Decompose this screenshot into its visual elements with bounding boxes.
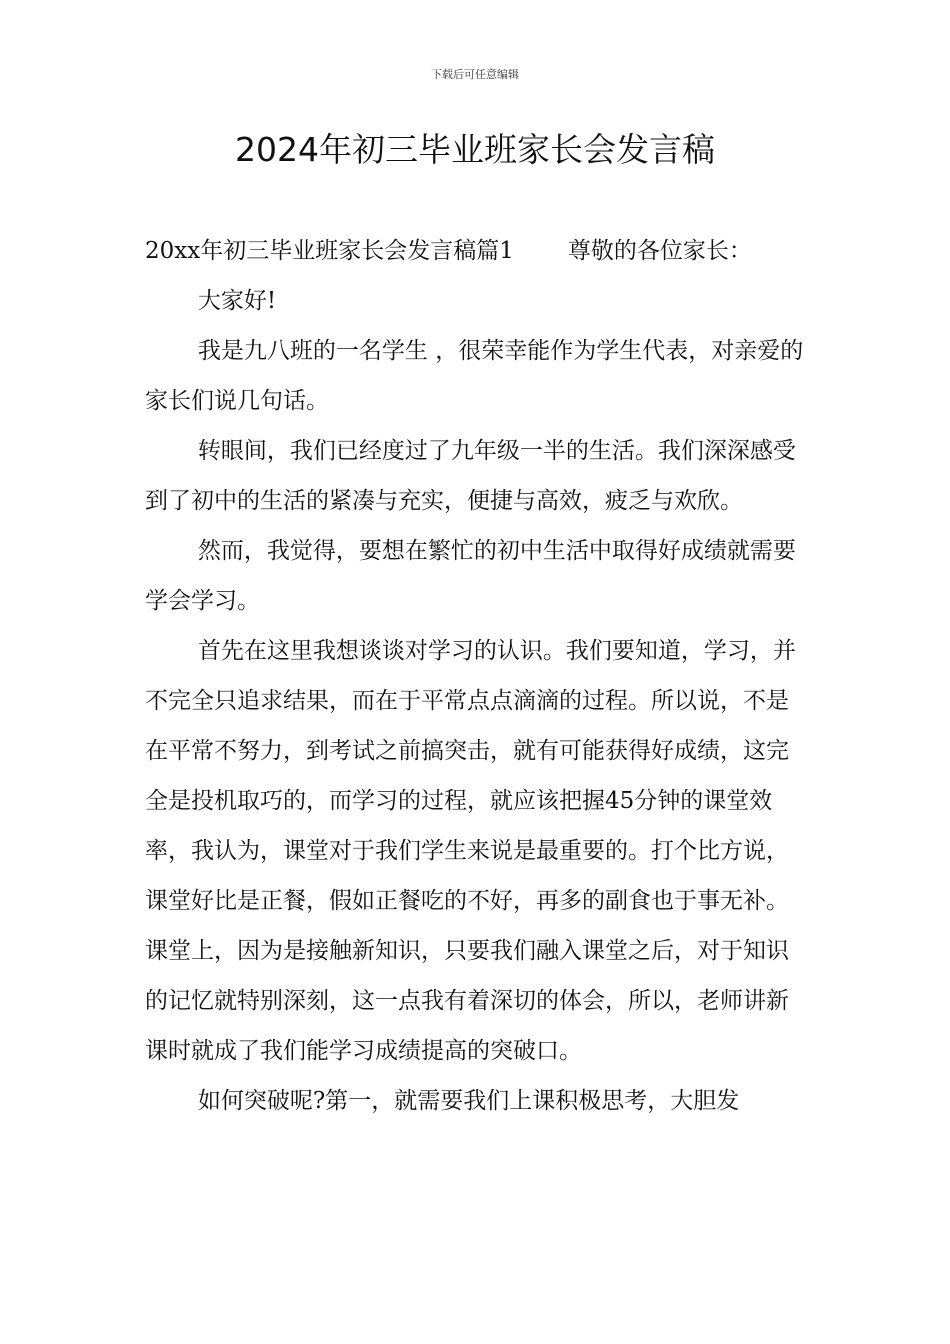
document-body xyxy=(145,226,807,1126)
paragraph-learning-thesis: 然而，我觉得，要想在繁忙的初中生活中取得好成绩就需要学会学习。 xyxy=(145,538,796,614)
document-title: 2024年初三毕业班家长会发言稿 xyxy=(235,130,715,169)
subtitle-line xyxy=(145,226,807,276)
paragraph-introduction: 我是九八班的一名学生 ，很荣幸能作为学生代表，对亲爱的家长们说几句话。 xyxy=(145,338,804,414)
page-header-note: 下载后可任意编辑 xyxy=(431,68,519,81)
paragraph-breakthrough: 如何突破呢?第一，就需要我们上课积极思考，大胆发 xyxy=(197,1088,740,1114)
paragraph-learning-process: 首先在这里我想谈谈对学习的认识。我们要知道，学习，并不完全只追求结果，而在于平常点点滴滴的过程。所以说，不是在平常不努力，到考试之前搞突击，就有可能获得好成绩，这完全是投机取巧的，而学习的过程，就应该把握45分钟的课堂效率，我认为，课堂对于我们学生来说是最重要的。打个比方说，课堂好比是正餐，假如正餐吃的不好，再多的副食也于事无补。课堂上，因为是接触新知识，只要我们融入课堂之后，对于知识的记忆就特别深刻，这一点我有着深切的体会，所以，老师讲新课时就成了我们能学习成绩提高的突破口。 xyxy=(145,638,796,1064)
paragraph-greeting: 大家好! xyxy=(197,288,277,314)
paragraph-reflection: 转眼间，我们已经度过了九年级一半的生活。我们深深感受到了初中的生活的紧凑与充实，便捷与高效，疲乏与欢欣。 xyxy=(145,438,796,514)
article-subtitle: 20xx年初三毕业班家长会发言稿篇1 xyxy=(145,238,514,264)
salutation: 尊敬的各位家长： xyxy=(567,238,752,264)
